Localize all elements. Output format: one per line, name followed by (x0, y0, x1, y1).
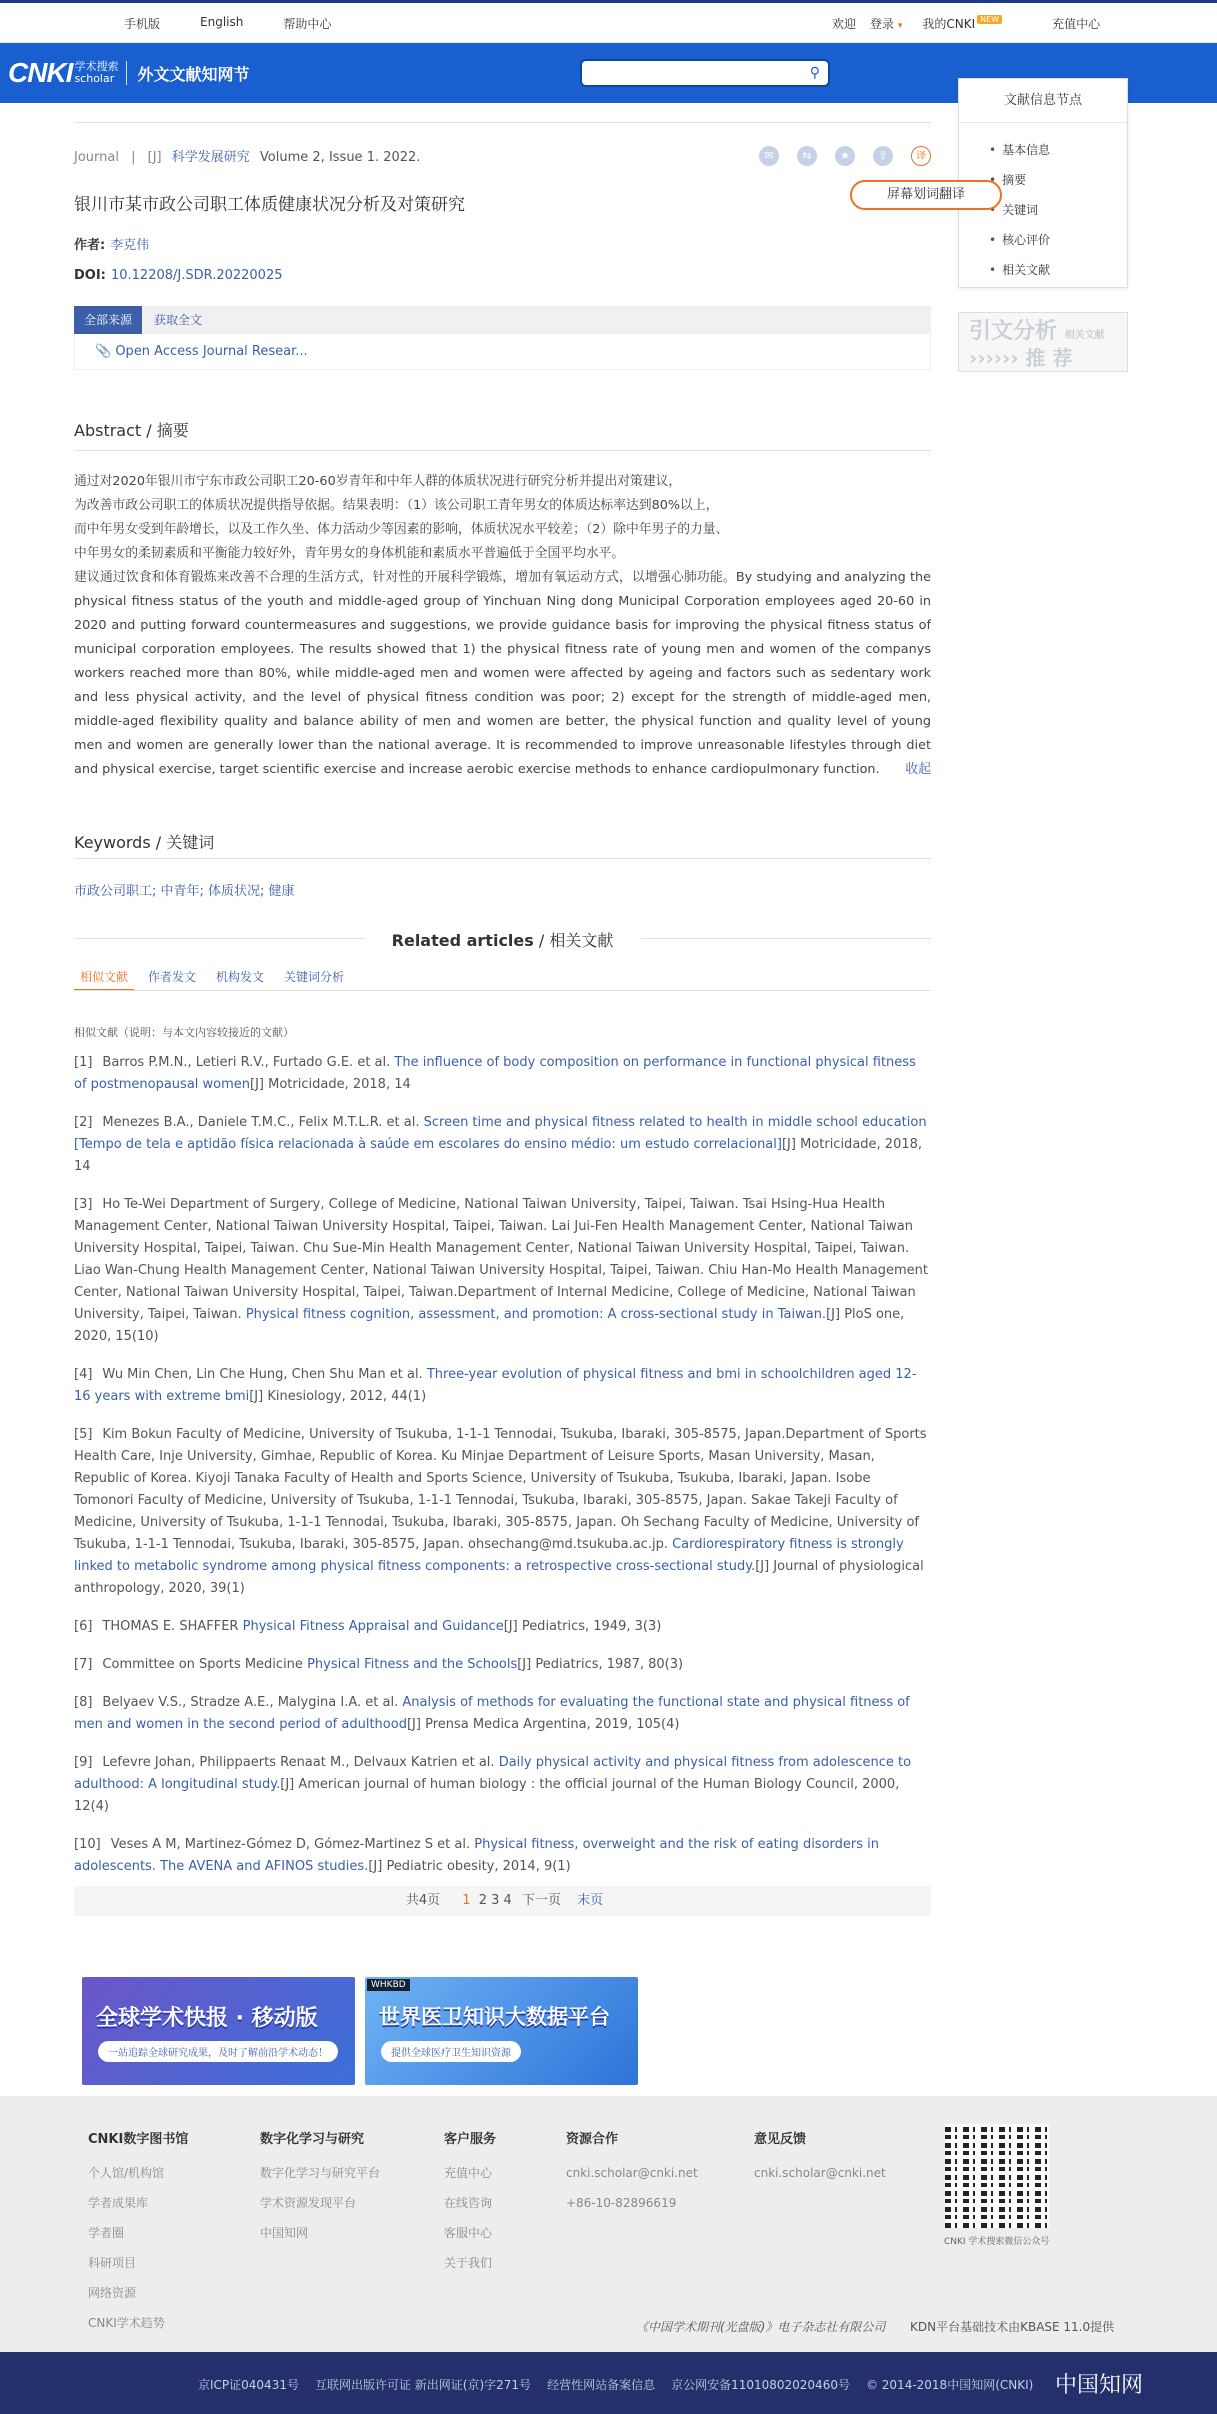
reference-item (74, 1834, 931, 1878)
my-cnki-link[interactable] (922, 15, 1002, 32)
last-page[interactable]: 末页 (577, 1893, 604, 1908)
ad-pill: 一站追踪全球研究成果，及时了解前沿学术动态！ (98, 2041, 338, 2062)
reference-authors: Committee on Sports Medicine (102, 1657, 308, 1672)
article-meta (74, 146, 931, 168)
keywords-heading-sep: / (150, 833, 167, 852)
reference-list (74, 1052, 931, 1894)
abstract-line: 中年男女的柔韧素质和平衡能力较好外，青年男女的身体机能和素质水平普遍低于全国平均水平。 (74, 546, 625, 561)
divider (74, 122, 931, 123)
related-heading-sep: / (533, 931, 550, 950)
related-heading-en: Related articles (391, 931, 534, 950)
paperclip-icon: 📎 (95, 344, 112, 359)
export-icon[interactable]: ⇪ (873, 146, 893, 166)
ad-banner-scholar-news[interactable] (82, 1977, 355, 2085)
collapse-link[interactable]: 收起 (905, 762, 931, 777)
reference-item (74, 1654, 931, 1676)
ad-tag: WHKBD (367, 1979, 410, 1991)
nav-item-keywords[interactable]: • 关键词 (989, 195, 1127, 225)
reference-source: [J] PloS one, 2020, 15(10) (74, 1307, 905, 1344)
abstract-line: 而中年男女受到年龄增长，以及工作久坐、体力活动少等因素的影响，体质状况水平较差；（2）除中年男子的力量、 (74, 522, 729, 537)
footer (0, 2096, 1217, 2352)
reference-authors: Ho Te-Wei Department of Surgery, College of Medicine, National Taiwan University, Taipei, Taiwan. Tsai Hsing-Hua Health Management Center, National Taiwan University Hospital, Taipei, Taiwan. Lai Jui-Fen Health Management Center, National Taiwan University Hospital, Taipei, Taiwan. Chu Sue-Min Health Management Center, National Taiwan University Hospital, Taipei, Taiwan. Liao Wan-Chung Health Management Center, National Taiwan University Hospital, Taipei, Taiwan. Chiu Han-Mo Health Management Center, National Taiwan University Hospital, Taipei, Taiwan.Department of Internal Medicine, College of Medicine, National Taiwan University, Taipei, Taiwan. (74, 1197, 928, 1322)
copyright: © 2014-2018中国知网(CNKI) (865, 2378, 1034, 2392)
reference-source: [J] Motricidade, 2018, 14 (250, 1077, 411, 1092)
citation-analysis-banner[interactable] (958, 312, 1128, 372)
similar-note: 相似文献（说明：与本文内容较接近的文献） (74, 1026, 294, 1039)
article-title: 银川市某市政公司职工体质健康状况分析及对策研究 (74, 195, 465, 215)
reference-authors: Lefevre Johan, Philippaerts Renaat M., Delvaux Katrien et al. (102, 1755, 499, 1770)
bottom-bar (0, 2352, 1217, 2414)
author-label: 作者: (74, 238, 106, 253)
footer-link[interactable]: CNKI学术趋势 (88, 2316, 165, 2330)
tab-get-fulltext[interactable]: 获取全文 (154, 313, 203, 327)
doi-label: DOI: (74, 268, 106, 283)
reference-source: [J] American journal of human biology : the official journal of the Human Biology Council, 2000, 12(4) (74, 1777, 900, 1814)
abstract-heading-cn: 摘要 (156, 421, 189, 440)
favorite-icon[interactable]: ★ (835, 146, 855, 166)
reference-title-link[interactable]: Physical Fitness and the Schools (307, 1657, 518, 1672)
meta-type: Journal (74, 150, 119, 165)
login-link[interactable] (870, 15, 902, 32)
logo-subtitle (74, 61, 127, 85)
footer-col-service (444, 2130, 496, 2278)
login-label: 登录 (870, 17, 895, 31)
reference-source: [J] Kinesiology, 2012, 44(1) (249, 1389, 427, 1404)
reference-title-link[interactable]: Cardiorespiratory fitness is strongly linked to metabolic syndrome among physical fitness components: a retrospective cross-sectional study. (74, 1537, 904, 1574)
publisher-text: 《中国学术期刊(光盘版)》电子杂志社有限公司 (636, 2320, 886, 2334)
cnki-logo[interactable] (8, 57, 249, 89)
publishing-license[interactable]: 互联网出版许可证 新出网证(京)字271号 (314, 2378, 532, 2392)
related-divider (74, 938, 931, 939)
keywords-heading-en: Keywords (74, 833, 151, 852)
tab-keyword-analysis[interactable]: 关键词分析 (284, 970, 345, 984)
author-link[interactable]: 李克伟 (110, 238, 150, 253)
footer-link[interactable]: 数字化学习与研究平台 (260, 2166, 381, 2180)
share-icon[interactable]: ⇆ (797, 146, 817, 166)
pager (74, 1886, 931, 1916)
logo-sub-cn: 学术搜索 (74, 60, 119, 73)
reference-title-link[interactable]: Analysis of methods for evaluating the functional state and physical fitness of men and women in the second period of adulthood (74, 1695, 910, 1732)
footer-link[interactable]: 网络资源 (88, 2286, 137, 2300)
footer-col-heading: 客户服务 (444, 2132, 497, 2147)
reference-item (74, 1052, 931, 1096)
related-tabs (74, 968, 931, 991)
ad-title: 世界医卫知识大数据平台 (379, 2005, 610, 2029)
divider (74, 858, 931, 859)
abstract-heading-en: Abstract (74, 421, 142, 440)
footer-phone: +86-10-82896619 (566, 2196, 677, 2210)
reference-source: [J] Prensa Medica Argentina, 2019, 105(4) (406, 1717, 680, 1732)
chevron-down-icon: ▾ (897, 21, 903, 31)
my-cnki-label: 我的CNKI (922, 17, 976, 31)
tab-institution[interactable]: 机构发文 (216, 970, 265, 984)
tab-author[interactable]: 作者发文 (148, 970, 197, 984)
abstract-line: 为改善市政公司职工的体质状况提供指导依据。结果表明：（1）该公司职工青年男女的体质达标率达到80%以上， (74, 498, 719, 513)
reference-source: [J] Motricidade, 2018, 14 (74, 1137, 923, 1174)
reference-item (74, 1194, 931, 1348)
footer-col-heading: 数字化学习与研究 (260, 2132, 365, 2147)
footer-col-feedback (754, 2130, 886, 2188)
tab-all-sources[interactable]: 全部来源 (74, 306, 142, 334)
reference-title-link[interactable]: Physical Fitness Appraisal and Guidance (242, 1619, 504, 1634)
pager-total: 共4页 (405, 1893, 441, 1908)
nav-item-abstract[interactable]: • 摘要 (989, 165, 1127, 195)
abstract-heading-sep: / (141, 421, 157, 440)
logo-text: CNKI (8, 57, 73, 88)
article-actions (759, 146, 931, 166)
reference-item (74, 1692, 931, 1736)
help-link[interactable]: 帮助中心 (283, 17, 332, 31)
footer-col-heading: CNKI数字图书馆 (88, 2132, 189, 2147)
meta-separator: | (131, 150, 136, 165)
footer-link[interactable]: 客服中心 (444, 2226, 493, 2240)
reference-number: [2] (74, 1115, 93, 1130)
footer-link[interactable]: 充值中心 (444, 2166, 493, 2180)
footer-link[interactable]: 关于我们 (444, 2256, 493, 2270)
page-3[interactable]: 3 (491, 1893, 500, 1908)
footer-col-learning (260, 2130, 380, 2248)
site-name: 外文文献知网节 (137, 64, 250, 84)
keywords-heading-cn: 关键词 (166, 833, 215, 852)
footer-col-heading: 资源合作 (566, 2132, 619, 2147)
related-heading (74, 928, 931, 951)
abstract-line: 通过对2020年银川市宁东市政公司职工20-60岁青年和中年人群的体质状况进行研究分析并提出对策建议， (74, 474, 682, 489)
translate-icon[interactable]: 译 (911, 146, 931, 166)
ad-title: 全球学术快报 · 移动版 (96, 2006, 318, 2031)
reference-authors: Menezes B.A., Daniele T.M.C., Felix M.T.L.R. et al. (102, 1115, 424, 1130)
reference-number: [6] (74, 1619, 93, 1634)
mail-icon[interactable]: ✉ (759, 146, 779, 166)
cnki-cn-logo: 中国知网 (1055, 2373, 1144, 2398)
page-4[interactable]: 4 (503, 1893, 512, 1908)
footer-link[interactable]: 个人馆/机构馆 (88, 2166, 165, 2180)
footer-link[interactable]: 科研项目 (88, 2256, 137, 2270)
reference-number: [5] (74, 1427, 93, 1442)
wechat-qr-code (945, 2124, 1049, 2228)
footer-link[interactable]: 在线咨询 (444, 2196, 493, 2210)
welcome-text: 欢迎 (832, 17, 857, 31)
reference-authors: Veses A M, Martinez-Gómez D, Gómez-Martinez S et al. (110, 1837, 475, 1852)
cite-banner-line1: 引文分析 相关文献 (969, 319, 1105, 344)
site-record[interactable]: 经营性网站备案信息 (547, 2378, 656, 2392)
reference-title-link[interactable]: Physical fitness, overweight and the risk of eating disorders in adolescents. The AVENA and AFINOS studies. (74, 1837, 879, 1874)
tab-similar[interactable]: 相似文献 (74, 968, 134, 991)
journal-link[interactable]: 科学发展研究 (171, 150, 250, 165)
recharge-link[interactable]: 充值中心 (1052, 17, 1101, 31)
ad-banner-medical[interactable] (365, 1977, 638, 2085)
page-1[interactable]: 1 (462, 1893, 471, 1908)
abstract-text (74, 470, 931, 782)
article-header (74, 122, 931, 123)
search-icon[interactable]: ⚲ (809, 65, 820, 81)
source-panel (74, 306, 931, 370)
meta-volume: Volume 2, Issue 1. 2022. (259, 150, 421, 165)
footer-email[interactable]: cnki.scholar@cnki.net (754, 2166, 886, 2180)
reference-number: [1] (74, 1055, 93, 1070)
reference-item (74, 1364, 931, 1408)
reference-authors: Wu Min Chen, Lin Che Hung, Chen Shu Man et al. (102, 1367, 427, 1382)
footer-link[interactable]: 学术资源发现平台 (260, 2196, 357, 2210)
qr-caption: CNKI 学术搜索微信公众号 (944, 2237, 1050, 2247)
screen-translate-popup[interactable]: 屏幕划词翻译 (850, 180, 1002, 210)
reference-authors: Barros P.M.N., Letieri R.V., Furtado G.E. et al. (102, 1055, 395, 1070)
footer-col-cooperation (566, 2130, 698, 2218)
source-link[interactable]: Open Access Journal Resear... (115, 344, 308, 359)
next-page[interactable]: 下一页 (521, 1893, 561, 1908)
cite-banner-line2: ›››››› 推 荐 (969, 346, 1073, 370)
reference-title-link[interactable]: Screen time and physical fitness related to health in middle school education [Tempo de tela e aptidão física relacionada à saúde em escolares do ensino médio: um estudo correlacional] (74, 1115, 927, 1152)
reference-number: [4] (74, 1367, 93, 1382)
reference-source: [J] Journal of physiological anthropology, 2020, 39(1) (74, 1559, 924, 1596)
kbase-text: KDN平台基础技术由KBASE 11.0提供 (910, 2320, 1115, 2334)
divider (74, 990, 931, 991)
footer-col-library (88, 2130, 188, 2338)
related-heading-cn: 相关文献 (549, 931, 614, 950)
new-badge: NEW (977, 15, 1002, 24)
reference-title-link[interactable]: The influence of body composition on performance in functional physical fitness of postmenopausal women (74, 1055, 916, 1092)
footer-email[interactable]: cnki.scholar@cnki.net (566, 2166, 698, 2180)
reference-title-link[interactable]: Physical fitness cognition, assessment, and promotion: A cross-sectional study in Taiwan. (245, 1307, 827, 1322)
nav-item-related[interactable]: • 相关文献 (989, 255, 1127, 285)
reference-authors: Kim Bokun Faculty of Medicine, University of Tsukuba, 1-1-1 Tennodai, Tsukuba, Ibaraki, 305-8575, Japan.Department of Sports Health Care, Inje University, Gimhae, Republic of Korea. Ku Minjae Department of Leisure Sports, Masan University, Masan, Republic of Korea. Kiyoji Tanaka Faculty of Health and Sports Science, University of Tsukuba, Tsukuba, Ibaraki, Japan. Isobe Tomonori Faculty of Medicine, University of Tsukuba, 1-1-1 Tennodai, Tsukuba, Ibaraki, 305-8575, Japan. Sakae Takeji Faculty of Medicine, University of Tsukuba, 1-1-1 Tennodai, Tsukuba, Ibaraki, 305-8575, Japan. Oh Sechang Faculty of Medicine, University of Tsukuba, 1-1-1 Tennodai, Tsukuba, Ibaraki, 305-8575, Japan. ohsechang@md.tsukuba.ac.jp. (74, 1427, 927, 1552)
top-bar (0, 3, 1217, 43)
reference-title-link[interactable]: Three-year evolution of physical fitness and bmi in schoolchildren aged 12-16 years with extreme bmi (74, 1367, 917, 1404)
keywords-heading (74, 830, 931, 853)
reference-number: [8] (74, 1695, 93, 1710)
mobile-link[interactable]: 手机版 (124, 17, 161, 31)
search-input[interactable] (590, 62, 800, 84)
footer-col-heading: 意见反馈 (754, 2132, 807, 2147)
doi-link[interactable]: 10.12208/J.SDR.20220025 (110, 268, 283, 283)
reference-title-link[interactable]: Daily physical activity and physical fitness from adolescence to adulthood: A longitudinal study. (74, 1755, 912, 1792)
footer-link[interactable]: 中国知网 (260, 2226, 309, 2240)
search-box[interactable] (580, 59, 830, 87)
police-record[interactable]: 京公网安备11010802020460号 (671, 2378, 850, 2392)
icp-license[interactable]: 京ICP证040431号 (198, 2378, 299, 2392)
reference-source: [J] Pediatrics, 1987, 80(3) (517, 1657, 684, 1672)
info-node-title: 文献信息节点 (959, 79, 1127, 123)
reference-number: [3] (74, 1197, 93, 1212)
reference-item (74, 1112, 931, 1178)
abstract-heading (74, 418, 931, 441)
ad-pill: 提供全球医疗卫生知识资源 (381, 2041, 521, 2062)
reference-source: [J] Pediatric obesity, 2014, 9(1) (368, 1859, 571, 1874)
reference-number: [7] (74, 1657, 93, 1672)
reference-item (74, 1424, 931, 1600)
abstract-body: 建议通过饮食和体育锻炼来改善不合理的生活方式，针对性的开展科学锻炼，增加有氧运动方式，以增强心肺功能。By studying and analyzing the physical fitness status of the youth and middle-aged group of Yinchuan Ning dong Municipal Corporation employees aged 20-60 in 2020 and putting forward countermeasures and suggestions, we provide guidance basis for improving the physical fitness status of municipal corporation employees. The results showed that 1) the physical fitness rate of young men and women of the companys workers reached more than 80%, while middle-aged men and women were affected by ageing and factors such as sedentary work and less physical activity, and the level of physical fitness condition was poor; 2) except for the strength of middle-aged men, middle-aged flexibility quality and balance ability of men and women are better, the physical function and quality level of young men and women are generally lower than the national average. It is recommended to improve unreasonable lifestyles through diet and physical exercise, target scientific exercise and increase aerobic exercise methods to enhance cardiopulmonary function. 收起 (74, 566, 931, 782)
reference-authors: Belyaev V.S., Stradze A.E., Malygina I.A. et al. (102, 1695, 403, 1710)
reference-number: [9] (74, 1755, 93, 1770)
logo-sub-en: scholar (74, 72, 115, 85)
meta-code: [J] (147, 150, 162, 165)
reference-source: [J] Pediatrics, 1949, 3(3) (503, 1619, 662, 1634)
reference-number: [10] (74, 1837, 101, 1852)
divider (74, 450, 931, 451)
nav-item-evaluation[interactable]: • 核心评价 (989, 225, 1127, 255)
english-link[interactable]: English (200, 15, 244, 29)
footer-link[interactable]: 学者圈 (88, 2226, 125, 2240)
reference-item (74, 1616, 931, 1638)
reference-item (74, 1752, 931, 1818)
page-2[interactable]: 2 (478, 1893, 487, 1908)
footer-link[interactable]: 学者成果库 (88, 2196, 149, 2210)
nav-item-basic[interactable]: • 基本信息 (989, 135, 1127, 165)
keywords-list[interactable]: 市政公司职工; 中青年; 体质状况; 健康 (74, 884, 295, 899)
reference-authors: THOMAS E. SHAFFER (102, 1619, 243, 1634)
